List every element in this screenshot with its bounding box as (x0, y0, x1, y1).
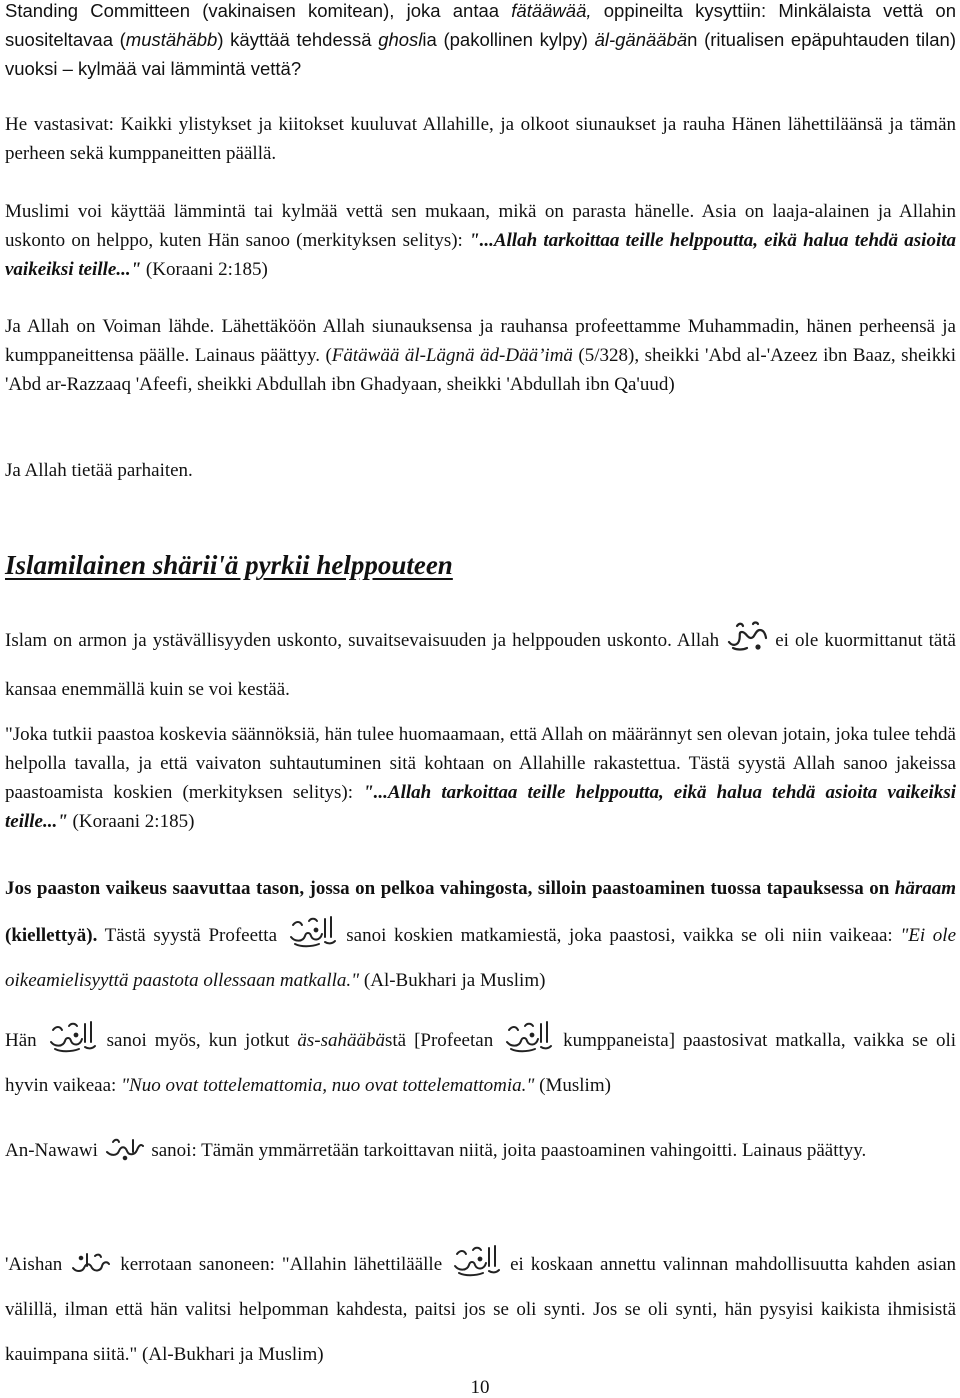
hadith-quote: "Ei ole oikeamielisyyttä paastota ollessaan matkalla." (5, 925, 957, 991)
quran-reference: (Koraani 2:185) (67, 811, 195, 832)
quran-quote: "...Allah tarkoittaa teille helppoutta, eikä halua tehdä asioita vaikeiksi teille..." (5, 782, 956, 832)
source-title: Fätäwää äl-Lägnä äd-Dää’imä (331, 345, 573, 366)
bold-text: (kiellettyä). (5, 925, 98, 946)
text-run: Tästä syystä Profeetta (97, 925, 278, 946)
hadith-quote: "Nuo ovat tottelemattomia, nuo ovat tottelemattomia." (121, 1075, 535, 1096)
paragraph-fasting-rules (5, 720, 956, 836)
text-run: Ja Allah on Voiman lähde. Lähettäköön Allah siunauksensa ja rauhansa profeettamme Muhammadin, hänen perheensä ja kumppaneittensa päälle. Lainaus päättyy. ( (5, 316, 956, 366)
text-run: (5/328), sheikki 'Abd al-'Azeez ibn Baaz, sheikki 'Abd ar-Razzaaq 'Afeefi, sheikki Abdullah ibn Ghadyaan, sheikki 'Abdullah ibn Qa'uud) (5, 345, 956, 395)
paragraph-answer-body (5, 197, 956, 284)
text-run: sanoi koskien matkamiestä, joka paastosi, vaikka se oli niin vaikeaa: (338, 925, 901, 946)
term-al-janaabah: äl-gänääbä (594, 29, 688, 50)
term-ghusl: ghosl (378, 29, 423, 50)
arabic-salawat-icon (449, 1240, 503, 1278)
text-run: An-Nawawi (5, 1140, 98, 1161)
text-run: n (ritualisen epäpuhtauden tilan) vuoksi – kylmää vai lämmintä vettä? (5, 29, 957, 79)
quran-reference: (Koraani 2:185) (141, 259, 268, 280)
paragraph-aishah (5, 1240, 956, 1377)
text-run: ) käyttää tehdessä (217, 29, 379, 50)
paragraph-islam-mercy (5, 616, 956, 714)
text-run: kerrotaan sanoneen: "Allahin lähettiläälle (113, 1254, 443, 1275)
quran-quote: "...Allah tarkoittaa teille helppoutta, eikä halua tehdä asioita vaikeiksi teille..." (5, 230, 956, 280)
paragraph-hardship (5, 866, 956, 1003)
paragraph-closing (5, 312, 956, 399)
text-run: stä [Profeetan (385, 1030, 494, 1051)
text-run: sanoi myös, kun jotkut (98, 1030, 298, 1051)
text-run: Islam on armon ja ystävällisyyden uskonto, suvaitsevaisuuden ja helppouden uskonto. Allah (5, 630, 720, 651)
text-run: ia (pakollinen kylpy) (422, 29, 595, 50)
term-mustahabb: mustähäbb (125, 29, 218, 50)
term-as-sahaabah: äs-sahääbä (297, 1030, 385, 1051)
text-run: "Joka tutkii paastoa koskevia säännöksiä, hän tulee huomaamaan, että Allah on määrännyt sen olevan jotain, joka tulee tehdä helpolla tavalla, ja että vaivaton suhtautuminen sitä kohtaan on Allahille rakastettua. Tästä syystä Allah sanoo jakeissa paastoamista koskien (merkityksen selitys): (5, 724, 956, 803)
text-run: Standing Committeen (vakinaisen komitean), joka antaa (5, 0, 512, 21)
paragraph-answer-intro: He vastasivat: Kaikki ylistykset ja kiitokset kuuluvat Allahille, ja olkoot siunaukset ja rauha Hänen lähettiläänsä ja tämän perheen sekä kumppaneitten päällä. (5, 114, 956, 164)
bold-text: Jos paaston vaikeus saavuttaa tason, jossa on pelkoa vahingosta, silloin paastoaminen tuossa tapauksessa on (5, 878, 895, 899)
paragraph-disobedient (5, 1016, 956, 1108)
term-haraam: häraam (894, 878, 956, 899)
text-run: sanoi: Tämän ymmärretään tarkoittavan niitä, joita paastoaminen vahingoitti. Lainaus päättyy. (146, 1140, 867, 1161)
hadith-reference: (Muslim) (534, 1075, 611, 1096)
hadith-reference: (Al-Bukhari ja Muslim) (359, 970, 546, 991)
text-run: 'Aishan (5, 1254, 63, 1275)
arabic-salawat-icon (45, 1016, 99, 1054)
arabic-azza-wa-jall-icon (725, 618, 769, 654)
arabic-radiallahu-anha-icon (69, 1248, 113, 1278)
arabic-salawat-icon (501, 1016, 555, 1054)
text-run: oppineilta kysyttiin: Minkälaista vettä on suositeltavaa ( (5, 0, 956, 50)
page-number: 10 (470, 1377, 490, 1398)
text-run: Hän (5, 1030, 37, 1051)
text-run: ei koskaan annettu valinnan mahdollisuutta kahden asian välillä, ilman että hän valitsi helpomman kahdesta, paitsi jos se oli synti. Jos se oli synti, hän pysyisi kaikista ihmisistä kauimpana siitä." (Al-Bukhari ja Muslim) (5, 1254, 957, 1365)
paragraph-nawawi (5, 1128, 956, 1173)
term-fatawa: fätääwää, (511, 0, 592, 21)
arabic-salawat-icon (285, 911, 339, 949)
paragraph-question (5, 0, 956, 83)
text-run: Muslimi voi käyttää lämmintä tai kylmää vettä sen mukaan, mikä on parasta hänelle. Asia on laaja-alainen ja Allahin uskonto on helppo, kuten Hän sanoo (merkityksen selitys): (5, 201, 956, 251)
text-run: kumppaneista] paastosivat matkalla, vaikka se oli hyvin vaikeaa: (5, 1030, 957, 1096)
section-heading: Islamilainen shärii'ä pyrkii helppouteen (5, 550, 453, 580)
paragraph-allah-knows-best: Ja Allah tietää parhaiten. (5, 460, 193, 481)
text-run: ei ole kuormittanut tätä kansaa enemmällä kuin se voi kestää. (5, 630, 956, 700)
arabic-rahimahullah-icon (103, 1134, 147, 1164)
